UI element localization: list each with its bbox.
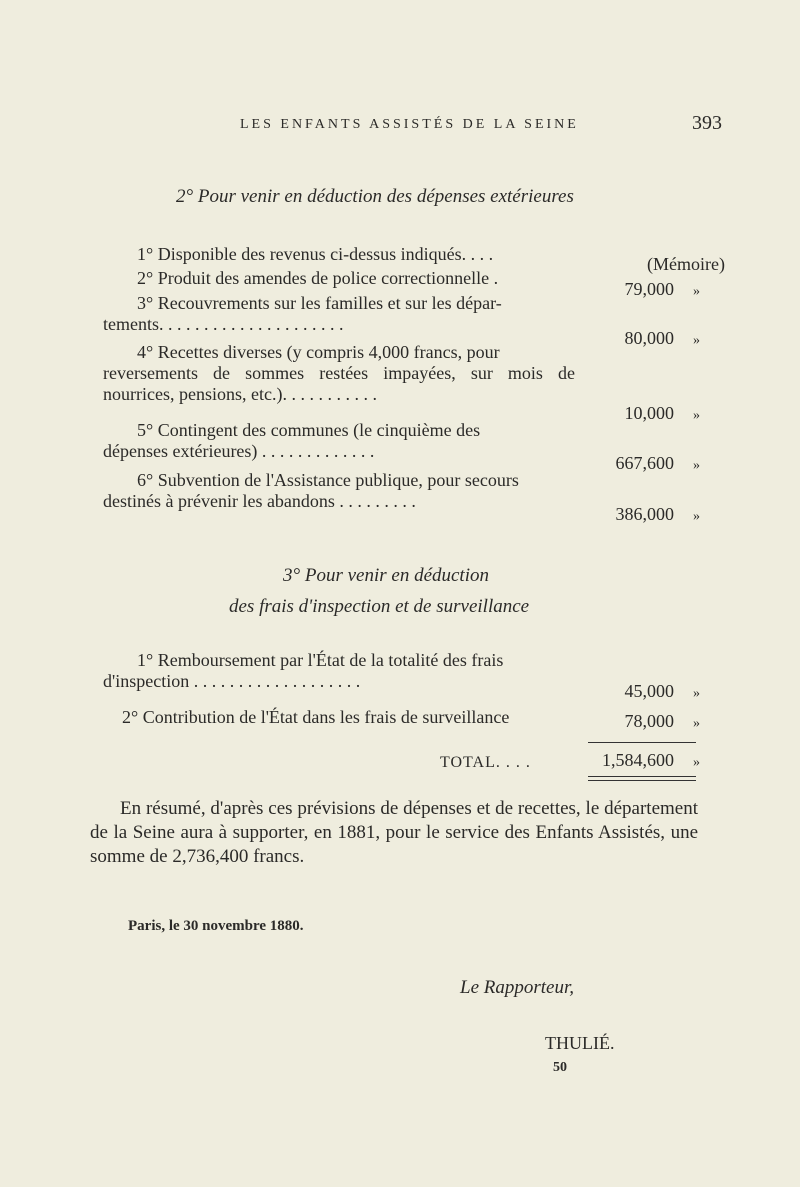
section-2-amount-2 xyxy=(625,279,701,300)
entry-text: 1° Disponible des revenus ci-dessus indiqués. . . . xyxy=(137,244,494,264)
ditto-mark: » xyxy=(693,686,700,701)
section-2-amount-1 xyxy=(647,254,725,275)
total-amount xyxy=(602,750,700,771)
amount-value: 79,000 xyxy=(624,279,674,299)
entry-continuation: d'inspection . . . . . . . . . . . . . . . . . . . xyxy=(103,671,361,691)
section-2-amount-6 xyxy=(616,504,701,525)
signature: THULIÉ. xyxy=(545,1033,615,1053)
signature-number: 50 xyxy=(553,1060,567,1075)
page-header xyxy=(0,112,800,142)
section-2-entry-1 xyxy=(103,244,575,265)
page-number: 393 xyxy=(692,112,722,134)
ditto-mark: » xyxy=(693,408,700,423)
amount-value: 78,000 xyxy=(624,711,674,731)
section-3-heading-line-1: 3° Pour venir en déduction xyxy=(283,565,489,586)
summary-paragraph xyxy=(90,797,698,869)
entry-text: 3° Recouvrements sur les familles et sur les dépar- xyxy=(137,293,502,313)
entry-continuation: dépenses extérieures) . . . . . . . . . . . . . xyxy=(103,441,375,461)
summary-text: En résumé, d'après ces prévisions de dépenses et de recettes, le département de la Seine aura à supporter, en 1881, pour le service des Enfants Assistés, une somme de 2,736,400 francs. xyxy=(90,798,698,867)
section-2-amount-5 xyxy=(616,453,701,474)
entry-text: 4° Recettes diverses (y compris 4,000 francs, pour xyxy=(137,342,500,362)
section-3-heading-line-2: des frais d'inspection et de surveillance xyxy=(229,596,530,617)
ditto-mark: » xyxy=(693,716,700,731)
section-3-amount-2 xyxy=(625,711,701,732)
total-rule-top xyxy=(588,742,696,743)
entry-text: 1° Remboursement par l'État de la totalité des frais xyxy=(137,650,504,670)
section-2-entry-5 xyxy=(103,420,575,462)
ditto-mark: » xyxy=(693,509,700,524)
section-3-entry-2 xyxy=(103,707,583,728)
entry-text: 5° Contingent des communes (le cinquième des xyxy=(137,420,481,440)
amount-value: 1,584,600 xyxy=(602,750,674,770)
entry-text: 2° Produit des amendes de police correctionnelle . xyxy=(137,268,499,288)
entry-continuation: reversements de sommes restées impayées, sur mois de nourrices, pensions, etc.). . . . . . . . . . . xyxy=(103,363,575,404)
amount-value: 667,600 xyxy=(615,453,674,473)
section-3-amount-1 xyxy=(625,681,701,702)
entry-text: 2° Contribution de l'État dans les frais de surveillance xyxy=(122,707,510,727)
entry-continuation: destinés à prévenir les abandons . . . . . . . . . xyxy=(103,491,416,511)
signoff: Le Rapporteur, xyxy=(460,977,574,998)
ditto-mark: » xyxy=(693,284,700,299)
amount-value: 45,000 xyxy=(624,681,674,701)
ditto-mark: » xyxy=(693,755,700,770)
section-2-entry-2 xyxy=(103,268,575,289)
amount-value: 386,000 xyxy=(615,504,674,524)
running-title: LES ENFANTS ASSISTÉS DE LA SEINE xyxy=(240,117,579,132)
entry-continuation: tements. . . . . . . . . . . . . . . . . . . . . xyxy=(103,314,344,334)
total-double-rule-2 xyxy=(588,780,696,781)
amount-value: 10,000 xyxy=(624,403,674,423)
ditto-mark: » xyxy=(693,458,700,473)
entry-text: 6° Subvention de l'Assistance publique, pour secours xyxy=(137,470,519,490)
section-2-amount-4 xyxy=(625,403,701,424)
ditto-mark: » xyxy=(693,333,700,348)
dateline: Paris, le 30 novembre 1880. xyxy=(128,918,304,934)
amount-value: (Mémoire) xyxy=(647,254,725,274)
section-2-entry-4 xyxy=(103,342,575,405)
section-2-amount-3 xyxy=(625,328,701,349)
section-2-entry-6 xyxy=(103,470,575,512)
section-3-entry-1 xyxy=(103,650,575,692)
amount-value: 80,000 xyxy=(624,328,674,348)
total-double-rule-1 xyxy=(588,776,696,777)
section-2-heading: 2° Pour venir en déduction des dépenses extérieures xyxy=(176,186,574,207)
section-2-entry-3 xyxy=(103,293,575,335)
total-label: TOTAL. . . . xyxy=(440,754,531,771)
